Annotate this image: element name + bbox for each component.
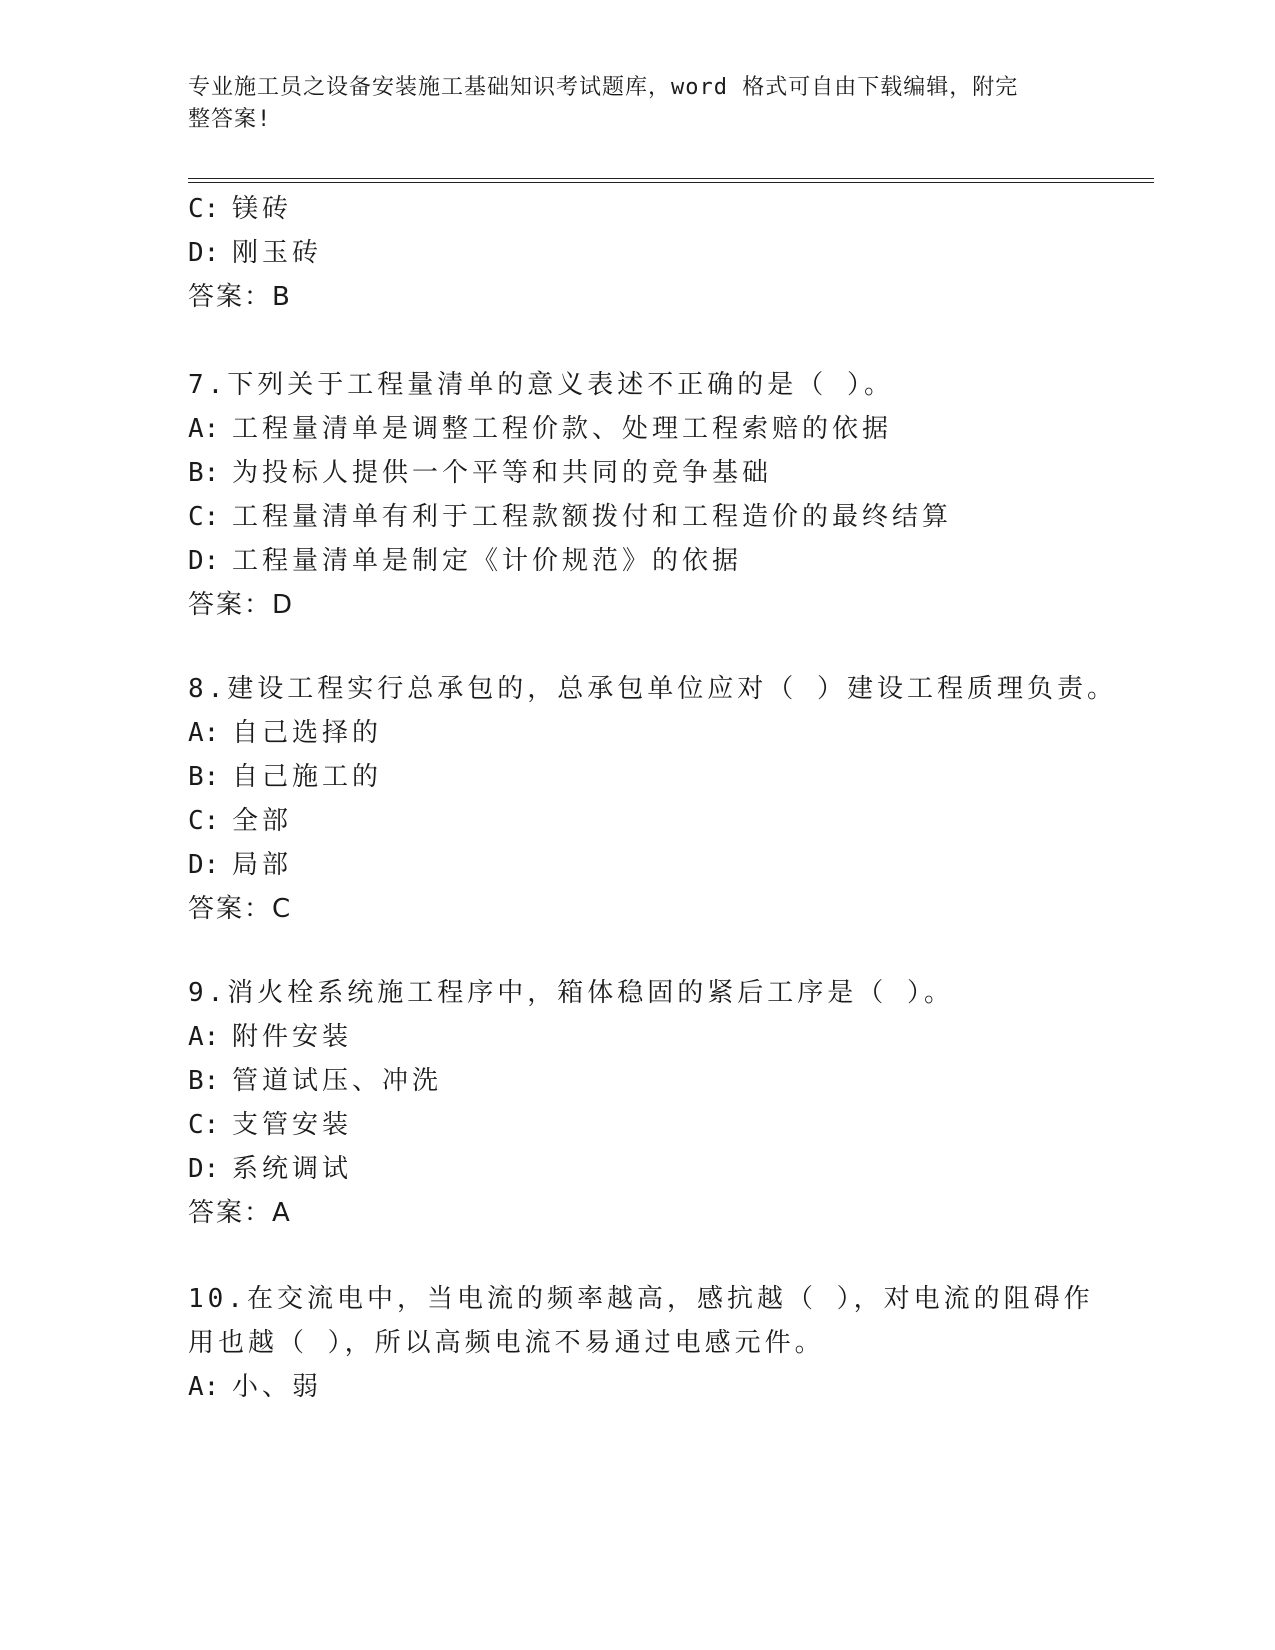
option-text: 全部 bbox=[232, 806, 293, 836]
option-text: 支管安装 bbox=[232, 1110, 353, 1140]
option-d bbox=[188, 848, 292, 882]
question-10-stem-line-2: 用也越（ ），所以高频电流不易通过电感元件。 bbox=[188, 1328, 825, 1358]
question-9-stem: 9.消火栓系统施工程序中，箱体稳固的紧后工序是（ ）。 bbox=[188, 978, 954, 1008]
option-text: 小、弱 bbox=[232, 1372, 323, 1402]
option-b bbox=[188, 760, 382, 794]
option-c bbox=[188, 804, 292, 838]
option-text: 局部 bbox=[232, 850, 293, 880]
option-label: C: bbox=[188, 502, 220, 532]
question-10-stem-line-1: 10.在交流电中，当电流的频率越高，感抗越（ ），对电流的阻碍作 bbox=[188, 1284, 1094, 1314]
option-label: D: bbox=[188, 1154, 220, 1184]
option-d bbox=[188, 544, 742, 578]
option-label: D: bbox=[188, 546, 220, 576]
option-c bbox=[188, 192, 292, 226]
option-text: 系统调试 bbox=[232, 1154, 353, 1184]
option-label: B: bbox=[188, 458, 220, 488]
option-text: 工程量清单是制定《计价规范》的依据 bbox=[232, 546, 743, 576]
option-text: 工程量清单是调整工程价款、处理工程索赔的依据 bbox=[232, 414, 893, 444]
answer: 答案：C bbox=[188, 894, 293, 924]
option-text: 工程量清单有利于工程款额拨付和工程造价的最终结算 bbox=[232, 502, 953, 532]
option-label: A: bbox=[188, 1372, 220, 1402]
document-header bbox=[188, 72, 1068, 136]
option-text: 自己施工的 bbox=[232, 762, 383, 792]
option-a bbox=[188, 716, 382, 750]
option-d bbox=[188, 236, 322, 270]
option-label: C: bbox=[188, 1110, 220, 1140]
option-text: 附件安装 bbox=[232, 1022, 353, 1052]
option-b bbox=[188, 456, 772, 490]
option-a bbox=[188, 412, 892, 446]
header-title-line-2: 整答案! bbox=[188, 107, 272, 132]
question-8-stem: 8.建设工程实行总承包的，总承包单位应对（ ）建设工程质理负责。 bbox=[188, 674, 1117, 704]
option-label: C: bbox=[188, 194, 220, 224]
option-label: A: bbox=[188, 718, 220, 748]
option-text: 刚玉砖 bbox=[232, 238, 323, 268]
option-label: D: bbox=[188, 238, 220, 268]
option-a bbox=[188, 1370, 322, 1404]
answer: 答案：D bbox=[188, 590, 295, 620]
option-d bbox=[188, 1152, 352, 1186]
option-label: D: bbox=[188, 850, 220, 880]
option-b bbox=[188, 1064, 442, 1098]
option-c bbox=[188, 1108, 352, 1142]
answer: 答案：B bbox=[188, 282, 292, 312]
header-divider-bottom bbox=[188, 182, 1154, 183]
option-label: B: bbox=[188, 1066, 220, 1096]
option-label: B: bbox=[188, 762, 220, 792]
header-divider-top bbox=[188, 178, 1154, 179]
option-a bbox=[188, 1020, 352, 1054]
option-c bbox=[188, 500, 952, 534]
option-text: 为投标人提供一个平等和共同的竞争基础 bbox=[232, 458, 773, 488]
option-text: 自己选择的 bbox=[232, 718, 383, 748]
option-label: C: bbox=[188, 806, 220, 836]
option-text: 管道试压、冲洗 bbox=[232, 1066, 443, 1096]
question-7-stem: 7.下列关于工程量清单的意义表述不正确的是（ ）。 bbox=[188, 370, 894, 400]
option-label: A: bbox=[188, 1022, 220, 1052]
header-title-line-1: 专业施工员之设备安装施工基础知识考试题库，word 格式可自由下载编辑，附完 bbox=[188, 75, 1019, 100]
option-label: A: bbox=[188, 414, 220, 444]
option-text: 镁砖 bbox=[232, 194, 293, 224]
answer: 答案：A bbox=[188, 1198, 292, 1228]
